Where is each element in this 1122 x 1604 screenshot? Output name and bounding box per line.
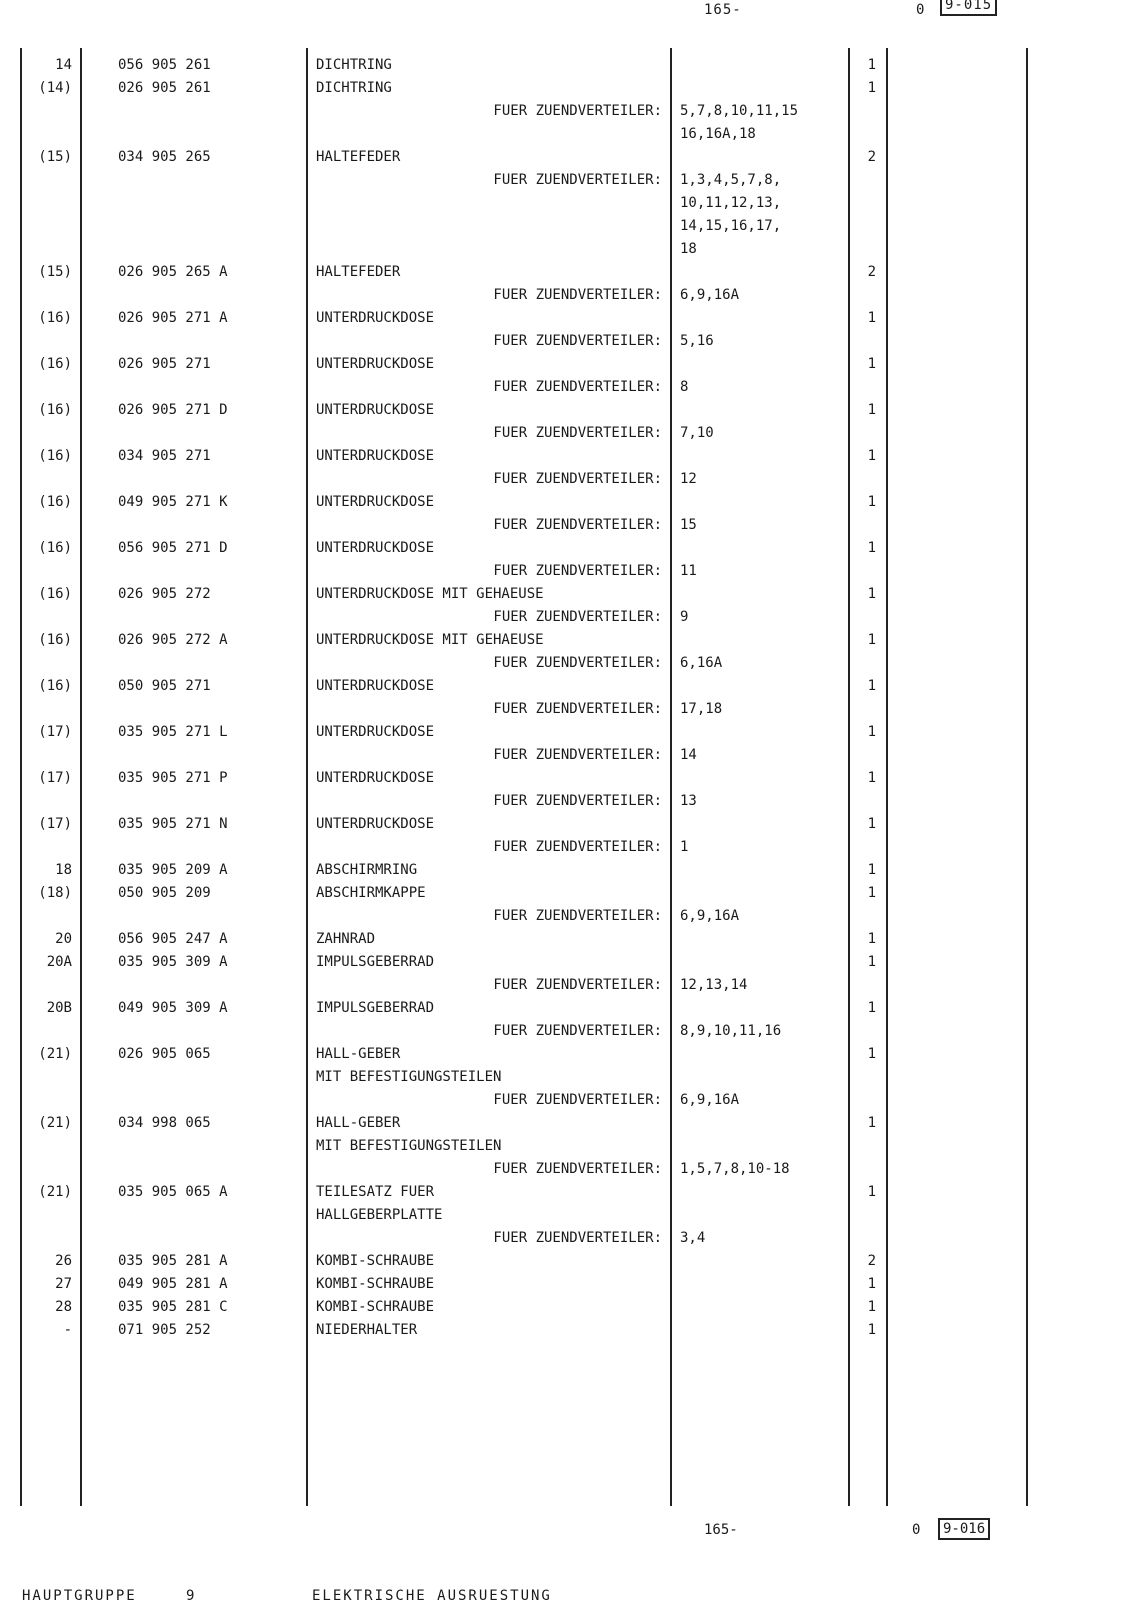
table-row: [0, 744, 1122, 767]
position-cell: (21): [38, 1115, 72, 1131]
table-row: [0, 836, 1122, 859]
position-cell: (16): [38, 310, 72, 326]
table-row: [0, 261, 1122, 284]
part-number-cell: 035 905 271 N: [118, 816, 228, 832]
table-row: [0, 675, 1122, 698]
table-row: [0, 468, 1122, 491]
description-cell: IMPULSGEBERRAD: [316, 954, 435, 970]
part-number-cell: 035 905 271 P: [118, 770, 228, 786]
position-cell: (15): [38, 149, 72, 165]
part-number-cell: 049 905 309 A: [118, 1000, 228, 1016]
description-cell: UNTERDRUCKDOSE: [316, 402, 435, 418]
fuer-label-cell: FUER ZUENDVERTEILER:: [493, 563, 662, 579]
part-number-cell: 026 905 065: [118, 1046, 211, 1062]
part-number-cell: 035 905 209 A: [118, 862, 228, 878]
quantity-cell: 1: [867, 724, 876, 740]
application-cell: 5,7,8,10,11,15: [680, 103, 799, 119]
application-cell: 1,3,4,5,7,8,: [680, 172, 782, 188]
description-cell: MIT BEFESTIGUNGSTEILEN: [316, 1069, 502, 1085]
description-cell: UNTERDRUCKDOSE: [316, 678, 435, 694]
application-cell: 9: [680, 609, 689, 625]
fuer-label-cell: FUER ZUENDVERTEILER:: [493, 609, 662, 625]
position-cell: (16): [38, 586, 72, 602]
table-row: [0, 560, 1122, 583]
table-row: [0, 1020, 1122, 1043]
quantity-cell: 1: [867, 57, 876, 73]
table-row: [0, 146, 1122, 169]
position-cell: (21): [38, 1046, 72, 1062]
position-cell: -: [63, 1322, 72, 1338]
table-row: [0, 238, 1122, 261]
quantity-cell: 1: [867, 1000, 876, 1016]
position-cell: 20A: [46, 954, 72, 970]
table-row: [0, 330, 1122, 353]
description-cell: UNTERDRUCKDOSE: [316, 356, 435, 372]
description-cell: MIT BEFESTIGUNGSTEILEN: [316, 1138, 502, 1154]
part-number-cell: 035 905 309 A: [118, 954, 228, 970]
fuer-label-cell: FUER ZUENDVERTEILER:: [493, 1161, 662, 1177]
position-cell: 14: [55, 57, 72, 73]
table-row: [0, 698, 1122, 721]
quantity-cell: 1: [867, 494, 876, 510]
part-number-cell: 035 905 065 A: [118, 1184, 228, 1200]
position-cell: (16): [38, 494, 72, 510]
part-number-cell: 035 905 281 C: [118, 1299, 228, 1315]
table-row: [0, 974, 1122, 997]
quantity-cell: 1: [867, 448, 876, 464]
quantity-cell: 1: [867, 862, 876, 878]
table-row: [0, 537, 1122, 560]
application-cell: 16,16A,18: [680, 126, 756, 142]
quantity-cell: 1: [867, 1299, 876, 1315]
fuer-label-cell: FUER ZUENDVERTEILER:: [493, 333, 662, 349]
table-row: [0, 928, 1122, 951]
quantity-cell: 1: [867, 632, 876, 648]
fuer-label-cell: FUER ZUENDVERTEILER:: [493, 977, 662, 993]
description-cell: ZAHNRAD: [316, 931, 376, 947]
position-cell: 28: [55, 1299, 72, 1315]
header-page-number: 165-: [704, 2, 742, 18]
position-cell: 20B: [46, 1000, 72, 1016]
application-cell: 17,18: [680, 701, 723, 717]
quantity-cell: 1: [867, 402, 876, 418]
table-row: [0, 790, 1122, 813]
fuer-label-cell: FUER ZUENDVERTEILER:: [493, 103, 662, 119]
table-row: [0, 1204, 1122, 1227]
part-number-cell: 026 905 272 A: [118, 632, 228, 648]
description-cell: KOMBI-SCHRAUBE: [316, 1276, 435, 1292]
table-row: [0, 629, 1122, 652]
description-cell: UNTERDRUCKDOSE: [316, 724, 435, 740]
table-row: [0, 1066, 1122, 1089]
quantity-cell: 1: [867, 1115, 876, 1131]
description-cell: NIEDERHALTER: [316, 1322, 418, 1338]
description-cell: ABSCHIRMRING: [316, 862, 418, 878]
table-row: [0, 1181, 1122, 1204]
table-row: [0, 1135, 1122, 1158]
quantity-cell: 2: [867, 264, 876, 280]
table-row: [0, 353, 1122, 376]
application-cell: 3,4: [680, 1230, 706, 1246]
fuer-label-cell: FUER ZUENDVERTEILER:: [493, 655, 662, 671]
application-cell: 14,15,16,17,: [680, 218, 782, 234]
part-number-cell: 026 905 271 D: [118, 402, 228, 418]
application-cell: 8: [680, 379, 689, 395]
position-cell: (16): [38, 402, 72, 418]
footer-ref-box: 9-016: [938, 1518, 990, 1540]
part-number-cell: 026 905 265 A: [118, 264, 228, 280]
position-cell: 26: [55, 1253, 72, 1269]
part-number-cell: 049 905 281 A: [118, 1276, 228, 1292]
fuer-label-cell: FUER ZUENDVERTEILER:: [493, 839, 662, 855]
table-row: [0, 1273, 1122, 1296]
table-row: [0, 1319, 1122, 1342]
part-number-cell: 026 905 271: [118, 356, 211, 372]
table-row: [0, 721, 1122, 744]
quantity-cell: 1: [867, 1046, 876, 1062]
table-row: [0, 997, 1122, 1020]
table-row: [0, 422, 1122, 445]
table-row: [0, 54, 1122, 77]
application-cell: 12: [680, 471, 697, 487]
quantity-cell: 1: [867, 1276, 876, 1292]
table-row: [0, 123, 1122, 146]
application-cell: 13: [680, 793, 697, 809]
description-cell: TEILESATZ FUER: [316, 1184, 435, 1200]
application-cell: 8,9,10,11,16: [680, 1023, 782, 1039]
description-cell: HALL-GEBER: [316, 1115, 401, 1131]
quantity-cell: 1: [867, 540, 876, 556]
part-number-cell: 035 905 281 A: [118, 1253, 228, 1269]
fuer-label-cell: FUER ZUENDVERTEILER:: [493, 471, 662, 487]
quantity-cell: 1: [867, 1184, 876, 1200]
quantity-cell: 1: [867, 931, 876, 947]
application-cell: 10,11,12,13,: [680, 195, 782, 211]
description-cell: DICHTRING: [316, 80, 392, 96]
part-number-cell: 050 905 209: [118, 885, 211, 901]
position-cell: (16): [38, 540, 72, 556]
table-row: [0, 1250, 1122, 1273]
position-cell: (15): [38, 264, 72, 280]
fuer-label-cell: FUER ZUENDVERTEILER:: [493, 701, 662, 717]
part-number-cell: 034 905 265: [118, 149, 211, 165]
footer-ref-prefix: 0: [912, 1522, 921, 1538]
quantity-cell: 1: [867, 1322, 876, 1338]
fuer-label-cell: FUER ZUENDVERTEILER:: [493, 747, 662, 763]
fuer-label-cell: FUER ZUENDVERTEILER:: [493, 172, 662, 188]
quantity-cell: 1: [867, 310, 876, 326]
table-row: [0, 77, 1122, 100]
fuer-label-cell: FUER ZUENDVERTEILER:: [493, 1092, 662, 1108]
table-row: [0, 767, 1122, 790]
group-number: 9: [186, 1588, 197, 1604]
quantity-cell: 1: [867, 678, 876, 694]
description-cell: HALTEFEDER: [316, 149, 401, 165]
part-number-cell: 026 905 272: [118, 586, 211, 602]
application-cell: 12,13,14: [680, 977, 748, 993]
fuer-label-cell: FUER ZUENDVERTEILER:: [493, 379, 662, 395]
table-row: [0, 1043, 1122, 1066]
header-ref-prefix: 0: [916, 2, 926, 18]
position-cell: 18: [55, 862, 72, 878]
part-number-cell: 049 905 271 K: [118, 494, 228, 510]
description-cell: HALL-GEBER: [316, 1046, 401, 1062]
header-ref-code: [940, 0, 997, 16]
fuer-label-cell: FUER ZUENDVERTEILER:: [493, 793, 662, 809]
group-label: HAUPTGRUPPE: [22, 1588, 137, 1604]
application-cell: 7,10: [680, 425, 714, 441]
quantity-cell: 1: [867, 586, 876, 602]
application-cell: 6,9,16A: [680, 908, 740, 924]
quantity-cell: 1: [867, 954, 876, 970]
table-row: [0, 100, 1122, 123]
position-cell: (17): [38, 724, 72, 740]
quantity-cell: 2: [867, 1253, 876, 1269]
parts-table: [0, 54, 1122, 1342]
position-cell: (16): [38, 356, 72, 372]
part-number-cell: 026 905 271 A: [118, 310, 228, 326]
position-cell: (16): [38, 632, 72, 648]
application-cell: 15: [680, 517, 697, 533]
application-cell: 18: [680, 241, 697, 257]
table-row: [0, 1158, 1122, 1181]
table-row: [0, 652, 1122, 675]
part-number-cell: 071 905 252: [118, 1322, 211, 1338]
description-cell: UNTERDRUCKDOSE: [316, 310, 435, 326]
fuer-label-cell: FUER ZUENDVERTEILER:: [493, 908, 662, 924]
table-row: [0, 882, 1122, 905]
table-row: [0, 951, 1122, 974]
fuer-label-cell: FUER ZUENDVERTEILER:: [493, 1023, 662, 1039]
description-cell: IMPULSGEBERRAD: [316, 1000, 435, 1016]
description-cell: UNTERDRUCKDOSE: [316, 494, 435, 510]
position-cell: (17): [38, 770, 72, 786]
table-row: [0, 215, 1122, 238]
application-cell: 1,5,7,8,10-18: [680, 1161, 790, 1177]
position-cell: (16): [38, 448, 72, 464]
table-row: [0, 169, 1122, 192]
part-number-cell: 056 905 261: [118, 57, 211, 73]
quantity-cell: 1: [867, 80, 876, 96]
quantity-cell: 1: [867, 816, 876, 832]
application-cell: 11: [680, 563, 697, 579]
application-cell: 6,9,16A: [680, 1092, 740, 1108]
table-row: [0, 813, 1122, 836]
part-number-cell: 056 905 247 A: [118, 931, 228, 947]
quantity-cell: 1: [867, 356, 876, 372]
table-row: [0, 491, 1122, 514]
footer-page-number: 165-: [704, 1522, 738, 1538]
description-cell: UNTERDRUCKDOSE: [316, 540, 435, 556]
footer-ref-code: [938, 1518, 990, 1540]
header-ref-box: 9-015: [940, 0, 997, 16]
table-row: [0, 1296, 1122, 1319]
description-cell: DICHTRING: [316, 57, 392, 73]
table-row: [0, 1112, 1122, 1135]
table-row: [0, 859, 1122, 882]
description-cell: KOMBI-SCHRAUBE: [316, 1299, 435, 1315]
table-row: [0, 583, 1122, 606]
position-cell: (17): [38, 816, 72, 832]
description-cell: UNTERDRUCKDOSE MIT GEHAEUSE: [316, 632, 544, 648]
description-cell: HALTEFEDER: [316, 264, 401, 280]
part-number-cell: 056 905 271 D: [118, 540, 228, 556]
part-number-cell: 026 905 261: [118, 80, 211, 96]
fuer-label-cell: FUER ZUENDVERTEILER:: [493, 425, 662, 441]
table-row: [0, 445, 1122, 468]
group-title: ELEKTRISCHE AUSRUESTUNG: [312, 1588, 552, 1604]
table-row: [0, 1089, 1122, 1112]
quantity-cell: 1: [867, 770, 876, 786]
part-number-cell: 050 905 271: [118, 678, 211, 694]
description-cell: UNTERDRUCKDOSE MIT GEHAEUSE: [316, 586, 544, 602]
position-cell: (21): [38, 1184, 72, 1200]
part-number-cell: 034 998 065: [118, 1115, 211, 1131]
position-cell: (14): [38, 80, 72, 96]
fuer-label-cell: FUER ZUENDVERTEILER:: [493, 517, 662, 533]
position-cell: 27: [55, 1276, 72, 1292]
description-cell: UNTERDRUCKDOSE: [316, 770, 435, 786]
fuer-label-cell: FUER ZUENDVERTEILER:: [493, 287, 662, 303]
position-cell: (18): [38, 885, 72, 901]
application-cell: 6,9,16A: [680, 287, 740, 303]
description-cell: ABSCHIRMKAPPE: [316, 885, 426, 901]
table-row: [0, 606, 1122, 629]
table-row: [0, 514, 1122, 537]
description-cell: UNTERDRUCKDOSE: [316, 448, 435, 464]
application-cell: 14: [680, 747, 697, 763]
part-number-cell: 034 905 271: [118, 448, 211, 464]
position-cell: 20: [55, 931, 72, 947]
description-cell: UNTERDRUCKDOSE: [316, 816, 435, 832]
quantity-cell: 2: [867, 149, 876, 165]
table-row: [0, 905, 1122, 928]
table-row: [0, 192, 1122, 215]
application-cell: 1: [680, 839, 689, 855]
application-cell: 5,16: [680, 333, 714, 349]
application-cell: 6,16A: [680, 655, 723, 671]
table-row: [0, 1227, 1122, 1250]
position-cell: (16): [38, 678, 72, 694]
quantity-cell: 1: [867, 885, 876, 901]
description-cell: HALLGEBERPLATTE: [316, 1207, 443, 1223]
table-row: [0, 376, 1122, 399]
table-row: [0, 399, 1122, 422]
part-number-cell: 035 905 271 L: [118, 724, 228, 740]
table-row: [0, 284, 1122, 307]
fuer-label-cell: FUER ZUENDVERTEILER:: [493, 1230, 662, 1246]
description-cell: KOMBI-SCHRAUBE: [316, 1253, 435, 1269]
table-row: [0, 307, 1122, 330]
